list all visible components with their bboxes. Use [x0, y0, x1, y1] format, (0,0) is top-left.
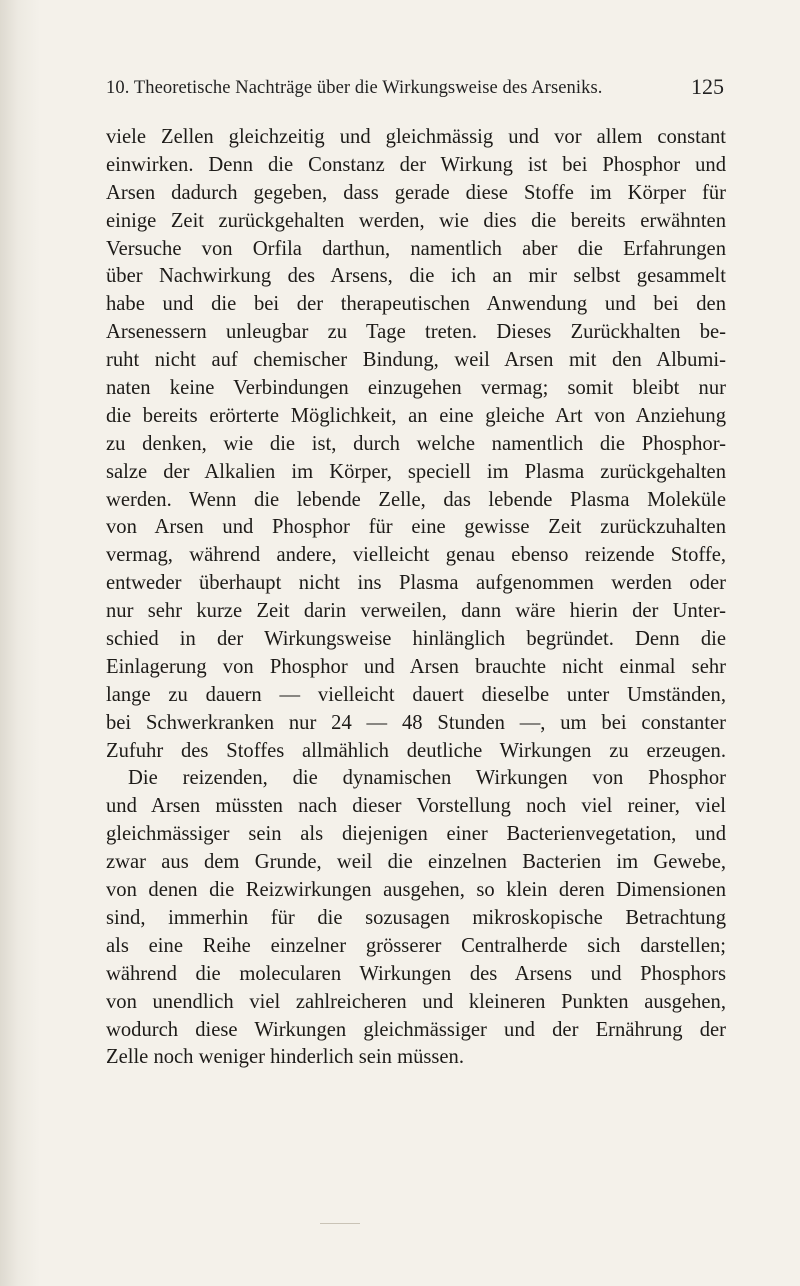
text-line: über Nachwirkung des Arsens, die ich an mir selbst gesammelt	[106, 265, 726, 288]
running-head: 10. Theoretische Nachträge über die Wirkungsweise des Arseniks.	[106, 78, 603, 98]
text-line: werden. Wenn die lebende Zelle, das lebende Plasma Moleküle	[106, 488, 726, 511]
text-line: lange zu dauern — vielleicht dauert dieselbe unter Umständen,	[106, 683, 726, 706]
text-line: zu denken, wie die ist, durch welche namentlich die Phosphor-	[106, 432, 726, 455]
text-line: ruht nicht auf chemischer Bindung, weil Arsen mit den Albumi-	[106, 349, 726, 372]
text-line: Arsen dadurch gegeben, dass gerade diese Stoffe im Körper für	[106, 181, 726, 204]
page-header	[106, 74, 724, 108]
text-line: Versuche von Orfila darthun, namentlich aber die Erfahrungen	[106, 237, 726, 260]
text-line: naten keine Verbindungen einzugehen vermag; somit bleibt nur	[106, 377, 726, 400]
text-line: nur sehr kurze Zeit darin verweilen, dann wäre hierin der Unter-	[106, 600, 726, 623]
text-line: zwar aus dem Grunde, weil die einzelnen Bacterien im Gewebe,	[106, 851, 726, 874]
text-line: von Arsen und Phosphor für eine gewisse Zeit zurückzuhalten	[106, 516, 726, 539]
text-line: gleichmässiger sein als diejenigen einer Bacterienvegetation, und	[106, 823, 726, 846]
page-number: 125	[691, 74, 724, 99]
text-line-last: Zelle noch weniger hinderlich sein müssen.	[106, 1046, 464, 1069]
text-line: während die molecularen Wirkungen des Arsens und Phosphors	[106, 962, 726, 985]
text-line: einige Zeit zurückgehalten werden, wie dies die bereits erwähnten	[106, 209, 726, 232]
text-line-paragraph-start: Die reizenden, die dynamischen Wirkungen von Phosphor	[128, 767, 726, 790]
text-line: Einlagerung von Phosphor und Arsen brauchte nicht einmal sehr	[106, 655, 726, 678]
text-line: als eine Reihe einzelner grösserer Centralherde sich darstellen;	[106, 934, 726, 957]
text-line: entweder überhaupt nicht ins Plasma aufgenommen werden oder	[106, 572, 726, 595]
text-line: habe und die bei der therapeutischen Anwendung und bei den	[106, 293, 726, 316]
text-line: einwirken. Denn die Constanz der Wirkung ist bei Phosphor und	[106, 153, 726, 176]
text-line: und Arsen müssten nach dieser Vorstellung noch viel reiner, viel	[106, 795, 726, 818]
text-line: bei Schwerkranken nur 24 — 48 Stunden —, um bei constanter	[106, 711, 726, 734]
text-line: Zufuhr des Stoffes allmählich deutliche Wirkungen zu erzeugen.	[106, 739, 726, 762]
text-line: die bereits erörterte Möglichkeit, an eine gleiche Art von Anziehung	[106, 404, 726, 427]
text-line: salze der Alkalien im Körper, speciell im Plasma zurückgehalten	[106, 460, 726, 483]
text-line: Arsenessern unleugbar zu Tage treten. Dieses Zurückhalten be-	[106, 321, 726, 344]
text-line: wodurch diese Wirkungen gleichmässiger und der Ernährung der	[106, 1018, 726, 1041]
text-line: von unendlich viel zahlreicheren und kleineren Punkten ausgehen,	[106, 990, 726, 1013]
text-line: von denen die Reizwirkungen ausgehen, so klein deren Dimensionen	[106, 879, 726, 902]
print-mark	[320, 1223, 360, 1224]
text-line: sind, immerhin für die sozusagen mikroskopische Betrachtung	[106, 906, 726, 929]
text-line: schied in der Wirkungsweise hinlänglich begründet. Denn die	[106, 628, 726, 651]
body-text	[106, 124, 726, 1072]
text-line: vermag, während andere, vielleicht genau ebenso reizende Stoffe,	[106, 544, 726, 567]
text-line: viele Zellen gleichzeitig und gleichmässig und vor allem constant	[106, 126, 726, 148]
